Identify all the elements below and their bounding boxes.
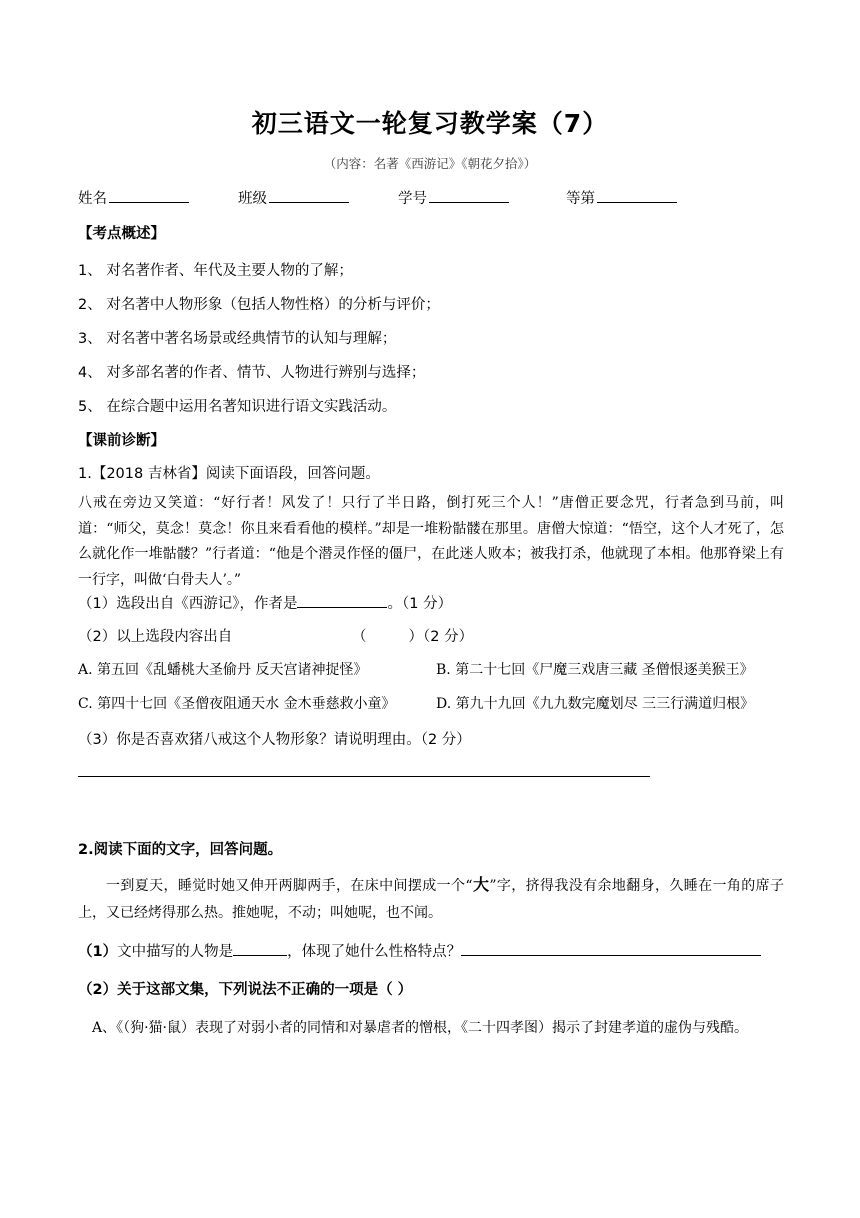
- answer-paren[interactable]: [352, 625, 473, 646]
- sub-2-text: （2）以上选段内容出自: [78, 629, 233, 645]
- overview-item: 5、 在综合题中运用名著知识进行语文实践活动。: [78, 399, 397, 415]
- question-1-sub-3: （3）你是否喜欢猪八戒这个人物形象？请说明理由。（2 分）: [78, 732, 471, 748]
- grade-field: [566, 187, 677, 208]
- question-2-stem: 2.阅读下面的文字，回答问题。: [78, 842, 283, 858]
- passage-big-char: 大: [472, 875, 490, 894]
- sub-1-score: 。（1 分）: [387, 596, 453, 612]
- option-b: B. 第二十七回《尸魔三戏唐三藏 圣僧恨逐美猴王》: [436, 662, 754, 678]
- question-1-stem: 1.【2018 吉林省】阅读下面语段，回答问题。: [78, 466, 380, 482]
- option-d: D. 第九十九回《九九数完魔划尽 三三行满道归根》: [436, 696, 755, 712]
- overview-item: 1、 对名著作者、年代及主要人物的了解；: [78, 263, 353, 279]
- paren-open: （: [352, 629, 367, 645]
- question-2-sub-2: （2）关于这部文集，下列说法不正确的一项是（ ）: [78, 982, 413, 998]
- passage-part-1: 一到夏天，睡觉时她又伸开两脚两手，在床中间摆成一个“: [106, 878, 473, 894]
- question-2-passage: [78, 871, 784, 927]
- page-title: 初三语文一轮复习教学案（7）: [251, 109, 609, 138]
- author-blank[interactable]: [297, 593, 387, 608]
- question-1-sub-1: [78, 592, 452, 613]
- option-a: A. 第五回《乱蟠桃大圣偷丹 反天宫诸神捉怪》: [78, 662, 368, 678]
- trait-blank[interactable]: [461, 941, 761, 956]
- number-field: [398, 187, 509, 208]
- question-2-option-a: A、《（狗·猫·鼠）表现了对弱小者的同情和对暴虐者的憎根，《二十四孝图）揭示了封建孝道的虚伪与残酷。: [92, 1020, 749, 1036]
- character-blank[interactable]: [233, 941, 287, 956]
- sub-1-text: （1）选段出自《西游记》，作者是: [78, 596, 298, 612]
- option-c: C. 第四十七回《圣僧夜阻通天水 金木垂慈救小童》: [78, 696, 396, 712]
- name-blank[interactable]: [109, 188, 189, 203]
- diagnosis-heading: 【课前诊断】: [78, 433, 165, 449]
- name-field: [78, 187, 189, 208]
- grade-blank[interactable]: [597, 188, 677, 203]
- page-subtitle: （内容：名著《西游记》《朝花夕拾》）: [323, 156, 537, 171]
- overview-item: 3、 对名著中著名场景或经典情节的认知与理解；: [78, 331, 397, 347]
- class-label: 班级: [238, 191, 267, 207]
- sub-1-question: ，体现了她什么性格特点？: [287, 944, 462, 960]
- overview-heading: 【考点概述】: [78, 226, 165, 242]
- class-blank[interactable]: [269, 188, 349, 203]
- class-field: [238, 187, 349, 208]
- answer-line[interactable]: [78, 776, 650, 777]
- name-label: 姓名: [78, 191, 107, 207]
- question-2-sub-1: [78, 940, 761, 961]
- grade-label: 等第: [566, 191, 595, 207]
- question-1-passage: 八戒在旁边又笑道：“好行者！风发了！只行了半日路，倒打死三个人！”唐僧正要念咒，行者急到马前，叫道：“师父，莫念！莫念！你且来看看他的模样。”却是一堆粉骷髅在那里。唐僧大惊道：“悟空，这个人才死了，怎么就化作一堆骷髅？”行者道：“他是个潜灵作怪的僵尸，在此迷人败本；被我打杀，他就现了本相。他那脊梁上有一行字，叫做‘白骨夫人’。”: [78, 495, 784, 588]
- overview-item: 4、 对多部名著的作者、情节、人物进行辨别与选择；: [78, 365, 426, 381]
- number-label: 学号: [398, 191, 427, 207]
- sub-1-text: 文中描写的人物是: [117, 944, 234, 960]
- overview-item: 2、 对名著中人物形象（包括人物性格）的分析与评价；: [78, 297, 440, 313]
- number-blank[interactable]: [429, 188, 509, 203]
- paren-close-score: ）（2 分）: [408, 629, 474, 645]
- question-1-sub-2: [78, 625, 232, 646]
- sub-1-number: （1）: [78, 944, 118, 960]
- passage-part-2: ”字，挤得我没有余地翻身，久睡在一角的席子上，又已经烤得那么热。推她呢，不动；叫她呢，也不闻。: [78, 878, 785, 921]
